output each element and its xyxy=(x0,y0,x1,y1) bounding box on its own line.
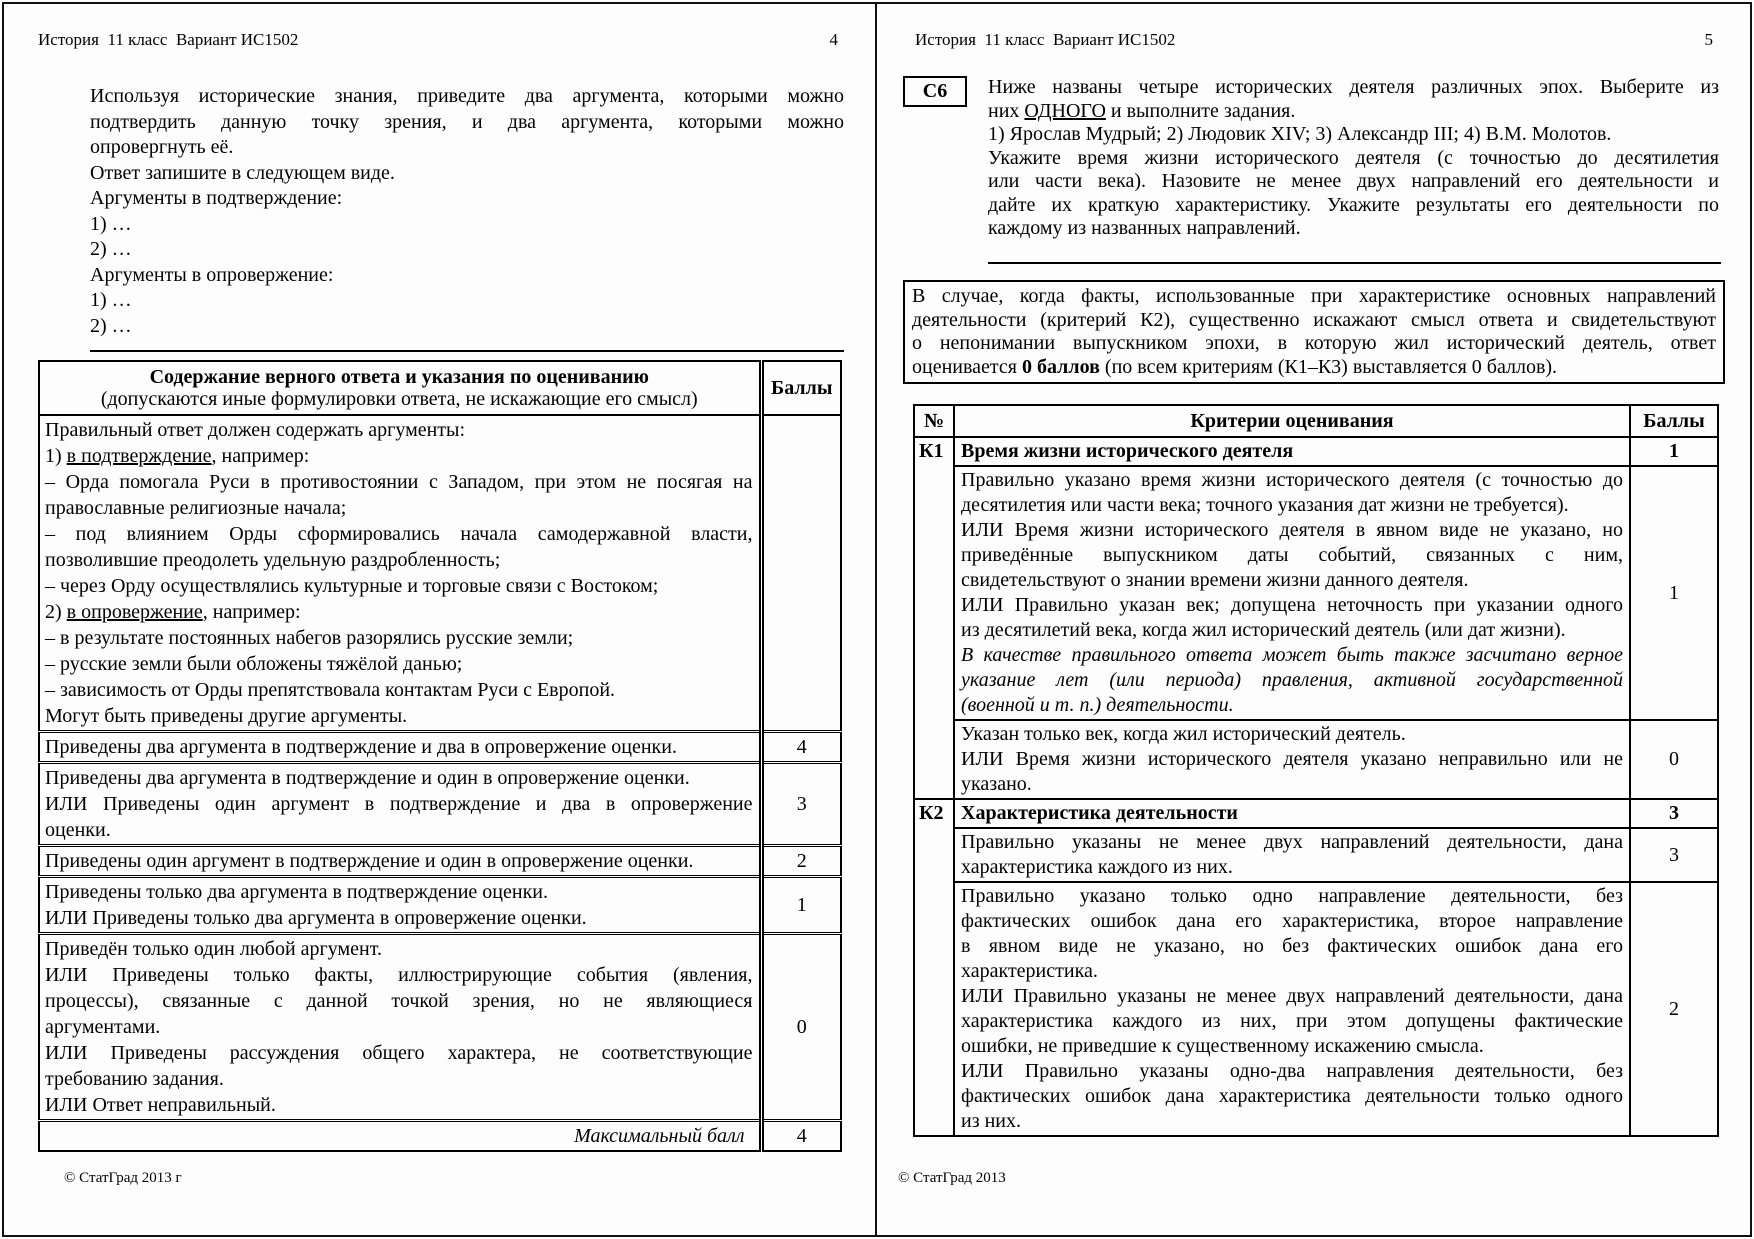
score-cell: 0 xyxy=(1630,720,1718,799)
criteria-cell xyxy=(39,415,761,732)
text-line: ИЛИ Правильно указаны одно-два направления деятельности, без xyxy=(961,1060,1623,1082)
criteria-cell xyxy=(954,828,1630,882)
text-line: оценивается 0 баллов (по всем критериям (К1–К3) выставляется 0 баллов). xyxy=(912,355,1558,378)
text-line: ИЛИ Приведены рассуждения общего характера, не соответствующие xyxy=(45,1042,753,1064)
criteria-row xyxy=(39,1121,841,1152)
text-line: Максимальный балл xyxy=(574,1125,745,1147)
text-line: или части века). Назовите не менее двух направлений его деятельности и xyxy=(988,170,1719,192)
text-line: фактических ошибок дана характеристика деятельности только одного xyxy=(961,1085,1623,1107)
criteria-cell xyxy=(39,877,761,934)
criteria-row xyxy=(39,934,841,1121)
text-line: – через Орду осуществлялись культурные и торговые связи с Востоком; xyxy=(45,575,659,597)
score-cell: 3 xyxy=(1630,828,1718,882)
criteria-row xyxy=(914,720,1718,799)
criteria-scoring-table xyxy=(913,404,1719,1137)
text-line: Ответ запишите в следующем виде. xyxy=(90,161,395,184)
text-line: Приведены два аргумента в подтверждение и два в опровержение оценки. xyxy=(45,736,677,758)
num-column-header: № xyxy=(914,405,954,437)
page-footer: © СтатГрад 2013 xyxy=(898,1170,1006,1186)
text-line: ИЛИ Ответ неправильный. xyxy=(45,1094,276,1116)
criteria-row xyxy=(39,877,841,934)
page-divider xyxy=(875,2,877,1237)
text-line: Правильно указаны не менее двух направлений деятельности, дана xyxy=(961,831,1623,853)
page-header-left xyxy=(38,30,838,50)
text-line: Приведены один аргумент в подтверждение и один в опровержение оценки. xyxy=(45,850,694,872)
text-line: о непонимании выпускником эпохи, в которую жил исторический деятель, ответ xyxy=(912,332,1716,354)
text-line: требованию задания. xyxy=(45,1068,224,1090)
score-cell: 4 xyxy=(761,1121,841,1152)
text-line: деятельности (критерий К2), существенно искажают смысл ответа и свидетельствуют xyxy=(912,308,1716,331)
text-line: опровергнуть её. xyxy=(90,136,234,158)
text-line: указано. xyxy=(961,773,1032,795)
text-line: Могут быть приведены другие аргументы. xyxy=(45,705,408,727)
criteria-row xyxy=(39,846,841,877)
criteria-row xyxy=(39,763,841,846)
text-line: из десятилетий века, когда жил исторический деятель (или дат жизни). xyxy=(961,619,1566,641)
task-intro-text xyxy=(90,84,844,339)
score-cell: 1 xyxy=(1630,466,1718,720)
text-line: характеристика. xyxy=(961,960,1098,982)
criteria-row xyxy=(39,732,841,763)
score-cell: 4 xyxy=(761,732,841,763)
score-cell: 2 xyxy=(1630,882,1718,1136)
text-line: дайте их краткую характеристику. Укажите результаты его деятельности по xyxy=(988,193,1719,216)
score-cell: 3 xyxy=(761,763,841,846)
text-line: – под влиянием Орды сформировались начала самодержавной власти, xyxy=(45,523,753,545)
criteria-section-row xyxy=(914,799,1718,828)
text-line: оценки. xyxy=(45,819,111,841)
text-line: ИЛИ Время жизни исторического деятеля в явном виде не указано, но xyxy=(961,519,1623,541)
criteria-row xyxy=(914,882,1718,1136)
text-line: характеристика каждого из них, при этом допущены фактические xyxy=(961,1010,1623,1032)
text-line: ИЛИ Приведены только два аргумента в опровержение оценки. xyxy=(45,907,587,929)
text-line: – Орда помогала Руси в противостоянии с Западом, при этом не посягая на xyxy=(45,471,753,493)
criteria-cell xyxy=(39,846,761,877)
criteria-row xyxy=(914,828,1718,882)
text-line: указание лет (или периода) правления, активной государственной xyxy=(961,669,1623,691)
task-label-c6: С6 xyxy=(903,76,967,107)
text-line: 1) в подтверждение, например: xyxy=(45,445,310,467)
table-header-row xyxy=(914,405,1718,437)
text-line: ошибки, не приведшие к существенному искажению смысла. xyxy=(961,1035,1484,1057)
score-cell: 1 xyxy=(761,877,841,934)
text-line: Приведены два аргумента в подтверждение и один в опровержение оценки. xyxy=(45,767,690,789)
page-number: 5 xyxy=(1704,30,1713,49)
score-cell xyxy=(761,415,841,732)
text-line: из них. xyxy=(961,1110,1022,1132)
text-line: каждому из названных направлений. xyxy=(988,217,1301,239)
page-header-title: История 11 класс Вариант ИС1502 xyxy=(38,30,299,49)
section-rule xyxy=(90,350,844,352)
text-line: (военной и т. п.) деятельности. xyxy=(961,694,1234,716)
text-line: ИЛИ Правильно указан век; допущена неточность при указании одного xyxy=(961,594,1623,616)
criteria-row xyxy=(914,466,1718,720)
text-line: – зависимость от Орды препятствовала контактам Руси с Европой. xyxy=(45,679,616,701)
text-line: 1) … xyxy=(90,212,132,235)
text-line: Ниже названы четыре исторических деятеля различных эпох. Выберите из xyxy=(988,76,1719,98)
text-line: 2) … xyxy=(90,314,132,337)
text-line: ИЛИ Приведены только факты, иллюстрирующие события (явления, xyxy=(45,964,753,986)
criterion-label: К2 xyxy=(914,799,954,1136)
text-line: Приведён только один любой аргумент. xyxy=(45,938,382,960)
text-line: – русские земли были обложены тяжёлой данью; xyxy=(45,653,463,675)
text-line: Аргументы в подтверждение: xyxy=(90,187,343,209)
text-line: В случае, когда факты, использованные при характеристике основных направлений xyxy=(912,285,1716,307)
score-cell: 3 xyxy=(1630,799,1718,828)
criteria-section-row xyxy=(914,437,1718,466)
score-cell: 0 xyxy=(761,934,841,1121)
score-cell: 1 xyxy=(1630,437,1718,466)
text-line: десятилетия или части века; точного указания дат жизни не требуется). xyxy=(961,494,1569,516)
score-column-header: Баллы xyxy=(1630,405,1718,437)
text-line: 1) Ярослав Мудрый; 2) Людовик XIV; 3) Александр III; 4) В.М. Молотов. xyxy=(988,123,1612,145)
table-header-title: Содержание верного ответа и указания по оцениванию xyxy=(149,366,649,388)
text-line: Правильно указано только одно направление деятельности, без xyxy=(961,885,1623,907)
text-line: 2) в опровержение, например: xyxy=(45,601,301,623)
score-column-header: Баллы xyxy=(761,361,841,415)
text-line: процессы), связанные с данной точкой зрения, но не являющиеся xyxy=(45,990,753,1012)
text-line: Аргументы в опровержение: xyxy=(90,263,334,286)
text-line: приведённые выпускником даты событий, связанных с ним, xyxy=(961,544,1623,566)
text-line: Используя исторические знания, приведите два аргумента, которыми можно xyxy=(90,85,844,107)
text-line: ИЛИ Время жизни исторического деятеля указано неправильно или не xyxy=(961,748,1623,770)
table-header-row xyxy=(39,361,841,415)
text-line: Указан только век, когда жил исторический деятель. xyxy=(961,723,1406,745)
text-line: аргументами. xyxy=(45,1016,161,1038)
criteria-cell xyxy=(39,763,761,846)
criterion-title: Характеристика деятельности xyxy=(954,799,1630,828)
page-header-right xyxy=(915,30,1713,50)
criteria-column-header: Критерии оценивания xyxy=(954,405,1630,437)
text-line: ИЛИ Правильно указаны не менее двух направлений деятельности, дана xyxy=(961,985,1623,1007)
text-line: Правильный ответ должен содержать аргументы: xyxy=(45,419,466,441)
criteria-cell xyxy=(954,466,1630,720)
zero-score-note-box xyxy=(903,280,1725,384)
text-line: православные религиозные начала; xyxy=(45,497,347,519)
text-line: фактических ошибок дана его характеристика, второе направление xyxy=(961,910,1623,932)
text-line: позволившие преодолеть удельную раздробленность; xyxy=(45,549,501,571)
criteria-cell xyxy=(39,732,761,763)
criteria-cell xyxy=(39,934,761,1121)
criterion-label: К1 xyxy=(914,437,954,799)
task-c6-text xyxy=(988,76,1719,241)
task-c6 xyxy=(903,76,1725,241)
text-line: характеристика каждого из них. xyxy=(961,856,1233,878)
text-line: них ОДНОГО и выполните задания. xyxy=(988,99,1296,122)
criteria-cell xyxy=(954,882,1630,1136)
criterion-title: Время жизни исторического деятеля xyxy=(954,437,1630,466)
text-line: подтвердить данную точку зрения, и два аргумента, которыми можно xyxy=(90,110,844,133)
page-header-title: История 11 класс Вариант ИС1502 xyxy=(915,30,1176,49)
criteria-cell xyxy=(954,720,1630,799)
criteria-cell xyxy=(39,1121,761,1152)
page-footer: © СтатГрад 2013 г xyxy=(64,1170,182,1186)
text-line: 1) … xyxy=(90,289,132,311)
score-cell: 2 xyxy=(761,846,841,877)
text-line: В качестве правильного ответа может быть также засчитано верное xyxy=(961,644,1623,666)
section-rule xyxy=(988,262,1721,264)
criteria-row xyxy=(39,415,841,732)
text-line: в явном виде не указано, но без фактических ошибок дана его xyxy=(961,935,1623,957)
answer-scoring-table xyxy=(38,360,842,1152)
text-line: – в результате постоянных набегов разорялись русские земли; xyxy=(45,627,574,649)
table-header-subtitle: (допускаются иные формулировки ответа, не искажающие его смысл) xyxy=(100,388,698,410)
text-line: Приведены только два аргумента в подтверждение оценки. xyxy=(45,881,548,903)
text-line: Правильно указано время жизни исторического деятеля (с точностью до xyxy=(961,469,1623,491)
page-number: 4 xyxy=(829,30,838,49)
text-line: Укажите время жизни исторического деятеля (с точностью до десятилетия xyxy=(988,146,1719,169)
text-line: свидетельствуют о знании времени жизни данного деятеля. xyxy=(961,569,1469,591)
text-line: 2) … xyxy=(90,238,132,260)
text-line: ИЛИ Приведены один аргумент в подтверждение и два в опровержение xyxy=(45,793,753,815)
